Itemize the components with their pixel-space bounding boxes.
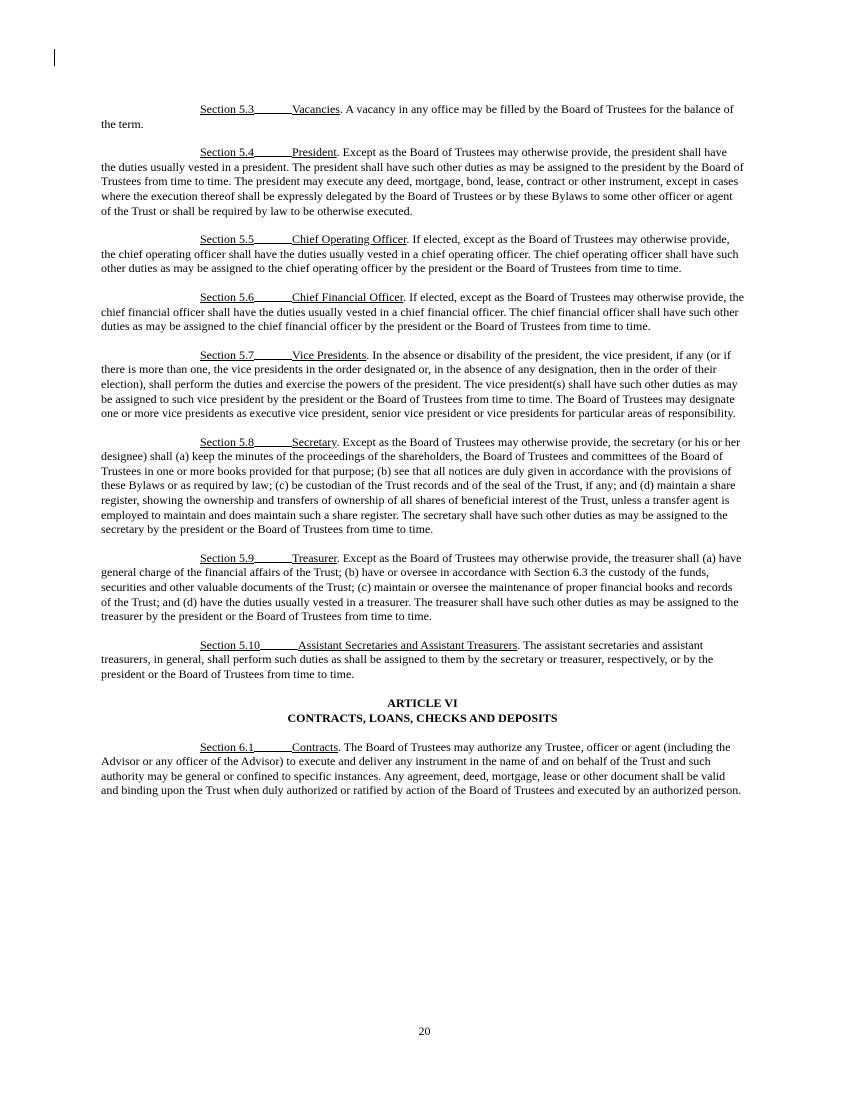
- section-title: Chief Financial Officer: [292, 289, 404, 304]
- section-number: Section 5.4: [200, 145, 254, 160]
- section-5-4: [101, 145, 744, 218]
- section-number: Section 5.7: [200, 347, 254, 362]
- section-tab-underline: [254, 290, 292, 302]
- section-tab-underline: [254, 740, 292, 752]
- section-text: . In the absence or disability of the president, the vice president, if any (or if there is more than one, the vice presidents in the order designated or, in the absence of any designation, then in the order of their election), shall perform the duties and exercise the powers of the president. The vice president(s) shall have such other duties as may be assigned to such vice president by the president or the Board of Trustees from time to time. The Board of Trustees may designate one or more vice presidents as executive vice president, senior vice president or vice presidents for particular areas of responsibility.: [101, 347, 738, 421]
- section-number: Section 5.9: [200, 550, 254, 565]
- section-number: Section 6.1: [200, 739, 254, 754]
- section-title: Contracts: [292, 739, 338, 754]
- section-5-6: [101, 290, 744, 334]
- section-tab-underline: [254, 102, 292, 114]
- section-tab-underline: [260, 638, 298, 650]
- section-6-1: [101, 740, 744, 798]
- section-text: . The assistant secretaries and assistant treasurers, in general, shall perform such duties as shall be assigned to them by the secretary or treasurer, respectively, or by the president or the Board of Trustees from time to time.: [101, 637, 714, 681]
- section-text: . The Board of Trustees may authorize any Trustee, officer or agent (including the Advisor or any officer of the Advisor) to execute and deliver any instrument in the name of and on behalf of the Trust and such authority may be general or confined to specific instances. Any agreement, deed, mortgage, lease or other document shall be valid and binding upon the Trust when duly authorized or ratified by action of the Board of Trustees and executed by an authorized person.: [101, 739, 742, 798]
- section-tab-underline: [254, 435, 292, 447]
- section-5-10: [101, 638, 744, 682]
- body-text: [101, 102, 744, 812]
- section-5-7: [101, 348, 744, 421]
- section-text: . If elected, except as the Board of Trustees may otherwise provide, the chief operating officer shall have the duties usually vested in a chief operating officer. The chief operating officer shall have such other duties as may be assigned to the chief operating officer by the president or the Board of Trustees from time to time.: [101, 232, 739, 276]
- section-title: Treasurer: [292, 550, 337, 565]
- article-number: ARTICLE VI: [387, 695, 458, 710]
- section-number: Section 5.3: [200, 102, 254, 116]
- section-5-9: [101, 551, 744, 624]
- section-text: . Except as the Board of Trustees may otherwise provide, the president shall have the duties usually vested in a president. The president shall have such other duties as may be assigned to the president by the Board of Trustees from time to time. The president may execute any deed, mortgage, bond, lease, contract or other instrument, except in cases where the execution thereof shall be expressly delegated by the Board of Trustees or by these Bylaws to some other officer or agent of the Trust or shall be required by law to be otherwise executed.: [101, 145, 744, 218]
- article-heading-block: [101, 696, 744, 726]
- section-5-3: [101, 102, 744, 131]
- section-title: Secretary: [292, 434, 337, 449]
- revision-change-bar: [54, 49, 55, 66]
- section-tab-underline: [254, 145, 292, 157]
- section-tab-underline: [254, 551, 292, 563]
- article-title: CONTRACTS, LOANS, CHECKS AND DEPOSITS: [287, 710, 558, 725]
- section-text: . Except as the Board of Trustees may otherwise provide, the treasurer shall (a) have general charge of the financial affairs of the Trust; (b) have or oversee in accordance with Section 6.3 the custody of the funds, securities and other valuable documents of the Trust; (c) maintain or oversee the maintenance of proper financial books and records of the Trust; and (d) have the duties usually vested in a treasurer. The treasurer shall have such other duties as may be assigned to the treasurer by the president or the Board of Trustees from time to time.: [101, 550, 742, 624]
- section-title: Assistant Secretaries and Assistant Treasurers: [298, 637, 518, 652]
- section-title: Vice Presidents: [292, 347, 367, 362]
- section-number: Section 5.6: [200, 289, 254, 304]
- section-number: Section 5.8: [200, 434, 254, 449]
- page-number: 20: [418, 1024, 431, 1038]
- section-5-8: [101, 435, 744, 537]
- section-text: . A vacancy in any office may be filled by the Board of Trustees for the balance of the term.: [101, 102, 734, 131]
- section-5-5: [101, 232, 744, 276]
- section-title: Chief Operating Officer: [292, 232, 407, 247]
- section-title: Vacancies: [292, 102, 340, 116]
- section-tab-underline: [254, 348, 292, 360]
- section-number: Section 5.5: [200, 232, 254, 247]
- section-tab-underline: [254, 232, 292, 244]
- section-number: Section 5.10: [200, 637, 260, 652]
- section-text: . If elected, except as the Board of Trustees may otherwise provide, the chief financial officer shall have the duties usually vested in a chief financial officer. The chief financial officer shall have such other duties as may be assigned to the chief financial officer by the president or the Board of Trustees from time to time.: [101, 289, 744, 334]
- section-title: President: [292, 145, 337, 160]
- section-text: . Except as the Board of Trustees may otherwise provide, the secretary (or his or her designee) shall (a) keep the minutes of the proceedings of the shareholders, the Board of Trustees and committees of the Board of Trustees in one or more books provided for that purpose; (b) see that all notices are duly given in accordance with the provisions of these Bylaws or as required by law; (c) be custodian of the Trust records and of the seal of the Trust, if any; and (d) maintain a share register, showing the ownership and transfers of ownership of all shares of beneficial interest of the Trust, unless a transfer agent is employed to maintain and does maintain such a share register. The secretary shall have such other duties as may be assigned to the secretary by the president or the Board of Trustees from time to time.: [101, 434, 741, 537]
